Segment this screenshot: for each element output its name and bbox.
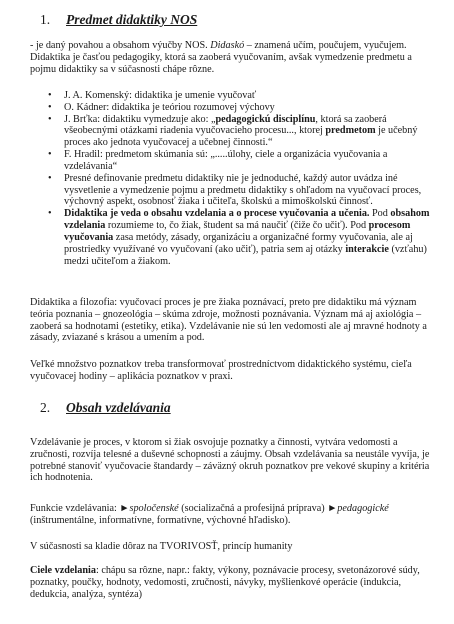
section-1-bullet-list [48, 90, 440, 267]
bullet-komensky: J. A. Komenský: didaktika je umenie vyučovať [64, 90, 257, 101]
bullet-veda-f: zasa metódy, zásady, organizáciu a organizačné formy vyučovania, ale aj prostriedky využívané vo vyučovaní (ako učiť), patria sem aj otázky [64, 231, 413, 255]
ciele-label: Ciele vzdelania [30, 565, 96, 576]
section-1-title: Predmet didaktiky NOS [66, 12, 198, 27]
section-2-title: Obsah vzdelávania [66, 400, 171, 415]
funkcie-text-a: Funkcie vzdelávania: ► [30, 503, 130, 514]
intro-text-b: – znamená učím, poučujem, vyučujem. Didaktika je časťou pedagogiky, ktorá sa zaoberá vyučovaním, avšak vymedzenie predmetu a pojmu didaktiky sa v súčasnosti chápe rôzne. [30, 40, 412, 75]
bullet-brtka-e: je učebný proces ako jednota vyučovacej a učebnej činnosti.“ [64, 125, 418, 149]
list-item [48, 149, 440, 173]
intro-term-didasko: Didaskó [210, 40, 245, 51]
section-2-para-vzdelavanie: Vzdelávanie je proces, v ktorom si žiak osvojuje poznatky a činnosti, vytvára vedomosti a zručnosti, rozvíja telesné a duševné schopnosti a záujmy. Obsah vzdelávania sa neustále vyvíja, je potrebné stanoviť vyučovacie štandardy – záväzný okruh poznatkov pre vekové skupiny a kritéria ich hodnotenia. [30, 437, 430, 484]
bullet-definition: Presné definovanie predmetu didaktiky nie je jednoduché, každý autor uvádza iné vysvetlenie a vymedzenie pojmu a predmetu didaktiky s ohľadom na vyučovací proces, výchovný aspekt, osobnosť žiaka i učiteľa, školskú a mimoškolskú činnosť. [64, 172, 422, 208]
section-1-para-filozofia: Didaktika a filozofia: vyučovací proces je pre žiaka poznávací, preto pre didaktiku má význam teória poznania – gnozeológia – skúma zdroje, možnosti poznávania. Význam má aj axiológia – zaoberá sa hodnotami (estetiky, etika). Vzdelávanie nie sú len vedomosti ale aj mravné hodnoty a zásady, zviazané s krásou a umením a pod. [30, 297, 427, 344]
list-item [48, 114, 440, 149]
bullet-hradil: F. Hradil: predmetom skúmania sú: „.....úlohy, ciele a organizácia vyučovania a vzdelávania“ [64, 149, 388, 172]
section-2-para-funkcie [30, 503, 438, 527]
list-item [48, 208, 440, 267]
section-2-heading [40, 400, 171, 416]
bullet-veda-bold: Didaktika je veda o obsahu vzdelania a o procese vyučovania a učenia. [64, 208, 370, 220]
list-item [48, 90, 440, 102]
bullet-brtka-c: , ktorá sa zaoberá všeobecnými otázkami riadenia vyučovacieho procesu..., ktorej [64, 113, 387, 137]
section-2-number: 2. [40, 400, 51, 415]
list-item [48, 102, 440, 114]
section-1-para-poznatky: Veľké množstvo poznatkov treba transformovať prostredníctvom didaktického systému, cieľa vyučovacej hodiny – aplikácia poznatkov v praxi. [30, 359, 412, 382]
bullet-veda-interakcie: interakcie [345, 243, 389, 255]
bullet-veda-obsah: obsahom vzdelania [64, 208, 430, 232]
ciele-text: : chápu sa rôzne, napr.: fakty, výkony, poznávacie procesy, svetonázorové súdy, poznatky, poučky, hodnoty, vedomosti, zručnosti, návyky, myšlienkové operácie (indukcia, dedukcia, analýza, syntéza) [30, 565, 420, 600]
section-2-para-tvorivost: V súčasnosti sa kladie dôraz na TVORIVOSŤ, princíp humanity [30, 541, 293, 552]
bullet-brtka-bold-a: pedagogickú disciplínu [215, 113, 316, 125]
list-item [48, 173, 440, 208]
section-1-number: 1. [40, 12, 51, 27]
bullet-veda-proces: procesom vyučovania [64, 220, 411, 243]
intro-text-a: - je daný povahou a obsahom výučby NOS. [30, 40, 211, 51]
bullet-kadner: O. Kádner: didaktika je teóriou rozumovej výchovy [64, 101, 275, 113]
funkcie-text-e: (inštrumentálne, informatívne, formatívne, výchovné hľadisko). [30, 514, 291, 526]
bullet-veda-d: rozumieme to, čo žiak, študent sa má naučiť (čiže čo učiť). Pod [105, 220, 369, 232]
bullet-veda-h: (vzťahu) medzi učiteľom a žiakom. [64, 243, 427, 267]
section-1-heading [40, 12, 197, 28]
section-1-intro [30, 40, 438, 75]
section-2-para-ciele [30, 565, 438, 600]
bullet-veda-b: Pod [369, 208, 391, 220]
funkcie-spolocenske: spoločenské [129, 503, 179, 514]
bullet-brtka-bold-b: predmetom [325, 125, 376, 137]
funkcie-text-c: (socializačná a profesijná príprava) ► [178, 503, 338, 514]
bullet-brtka-a: J. Brťka: didaktiku vymedzuje ako: „ [64, 113, 216, 125]
funkcie-pedagogicke: pedagogické [337, 503, 389, 514]
